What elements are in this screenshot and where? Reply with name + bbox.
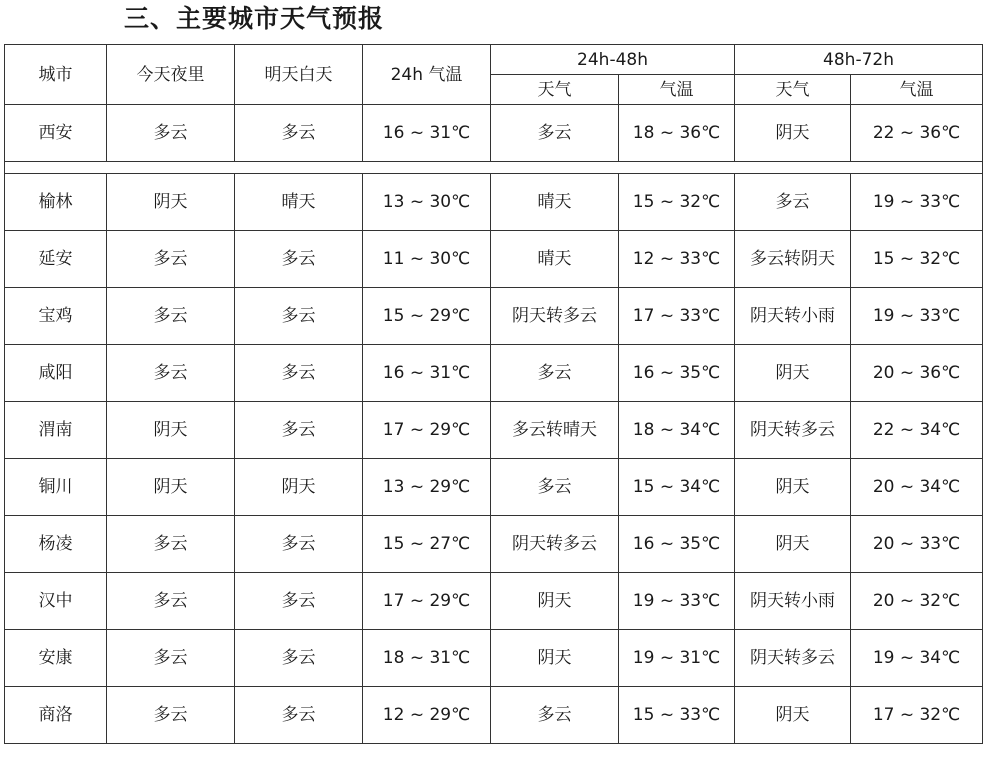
cell-weather-72: 阴天转小雨 (735, 288, 851, 345)
cell-temp-72: 19 ~ 34℃ (851, 630, 983, 687)
cell-tomorrow-day: 多云 (235, 687, 363, 744)
header-temp-48: 气温 (619, 75, 735, 105)
cell-temp-48: 15 ~ 33℃ (619, 687, 735, 744)
cell-weather-48: 晴天 (491, 231, 619, 288)
cell-weather-72: 阴天 (735, 345, 851, 402)
table-row (5, 687, 983, 744)
cell-temp-24h: 17 ~ 29℃ (363, 402, 491, 459)
cell-temp-72: 17 ~ 32℃ (851, 687, 983, 744)
cell-weather-72: 阴天 (735, 687, 851, 744)
cell-temp-48: 16 ~ 35℃ (619, 345, 735, 402)
cell-city: 安康 (5, 630, 107, 687)
cell-tonight: 多云 (107, 630, 235, 687)
cell-weather-72: 阴天 (735, 459, 851, 516)
cell-tomorrow-day: 晴天 (235, 174, 363, 231)
cell-tomorrow-day: 多云 (235, 105, 363, 162)
cell-temp-72: 20 ~ 36℃ (851, 345, 983, 402)
cell-weather-48: 阴天转多云 (491, 516, 619, 573)
cell-tomorrow-day: 阴天 (235, 459, 363, 516)
cell-tonight: 多云 (107, 288, 235, 345)
header-tomorrow-day: 明天白天 (235, 45, 363, 105)
cell-temp-48: 15 ~ 34℃ (619, 459, 735, 516)
cell-temp-24h: 13 ~ 30℃ (363, 174, 491, 231)
cell-temp-48: 15 ~ 32℃ (619, 174, 735, 231)
header-temp-72: 气温 (851, 75, 983, 105)
cell-temp-72: 22 ~ 34℃ (851, 402, 983, 459)
cell-weather-48: 阴天转多云 (491, 288, 619, 345)
header-weather-48: 天气 (491, 75, 619, 105)
cell-weather-72: 多云 (735, 174, 851, 231)
table-row (5, 573, 983, 630)
cell-city: 汉中 (5, 573, 107, 630)
cell-temp-48: 19 ~ 33℃ (619, 573, 735, 630)
cell-temp-24h: 15 ~ 29℃ (363, 288, 491, 345)
table-row (5, 402, 983, 459)
cell-temp-48: 17 ~ 33℃ (619, 288, 735, 345)
cell-tonight: 多云 (107, 231, 235, 288)
cell-tomorrow-day: 多云 (235, 288, 363, 345)
header-row-top (5, 45, 983, 75)
table-row (5, 231, 983, 288)
table-row (5, 345, 983, 402)
cell-temp-72: 19 ~ 33℃ (851, 288, 983, 345)
cell-temp-72: 20 ~ 34℃ (851, 459, 983, 516)
table-gap-cell (5, 162, 983, 174)
cell-tonight: 多云 (107, 573, 235, 630)
cell-weather-48: 多云 (491, 459, 619, 516)
cell-temp-72: 15 ~ 32℃ (851, 231, 983, 288)
cell-city: 延安 (5, 231, 107, 288)
cell-weather-48: 晴天 (491, 174, 619, 231)
cell-weather-72: 阴天 (735, 105, 851, 162)
cell-temp-48: 18 ~ 34℃ (619, 402, 735, 459)
table-row (5, 516, 983, 573)
cell-tomorrow-day: 多云 (235, 573, 363, 630)
header-group-24-48: 24h-48h (491, 45, 735, 75)
cell-city: 咸阳 (5, 345, 107, 402)
cell-tonight: 多云 (107, 516, 235, 573)
cell-weather-72: 阴天转多云 (735, 630, 851, 687)
cell-temp-72: 20 ~ 33℃ (851, 516, 983, 573)
header-temp-24h: 24h 气温 (363, 45, 491, 105)
header-city: 城市 (5, 45, 107, 105)
cell-city: 榆林 (5, 174, 107, 231)
cell-temp-48: 18 ~ 36℃ (619, 105, 735, 162)
cell-weather-48: 多云 (491, 687, 619, 744)
cell-tonight: 多云 (107, 687, 235, 744)
cell-city: 宝鸡 (5, 288, 107, 345)
cell-temp-48: 12 ~ 33℃ (619, 231, 735, 288)
header-group-48-72: 48h-72h (735, 45, 983, 75)
cell-city: 商洛 (5, 687, 107, 744)
table-row (5, 630, 983, 687)
cell-weather-48: 阴天 (491, 630, 619, 687)
cell-city: 渭南 (5, 402, 107, 459)
cell-tomorrow-day: 多云 (235, 231, 363, 288)
table-row (5, 174, 983, 231)
cell-temp-24h: 16 ~ 31℃ (363, 105, 491, 162)
cell-temp-48: 19 ~ 31℃ (619, 630, 735, 687)
cell-tonight: 多云 (107, 105, 235, 162)
cell-weather-72: 阴天转小雨 (735, 573, 851, 630)
cell-temp-72: 19 ~ 33℃ (851, 174, 983, 231)
cell-weather-72: 阴天转多云 (735, 402, 851, 459)
cell-temp-24h: 18 ~ 31℃ (363, 630, 491, 687)
cell-temp-24h: 15 ~ 27℃ (363, 516, 491, 573)
cell-weather-72: 多云转阴天 (735, 231, 851, 288)
cell-weather-48: 多云 (491, 105, 619, 162)
cell-tonight: 多云 (107, 345, 235, 402)
cell-weather-48: 多云转晴天 (491, 402, 619, 459)
cell-temp-24h: 17 ~ 29℃ (363, 573, 491, 630)
cell-temp-24h: 11 ~ 30℃ (363, 231, 491, 288)
page-title: 三、主要城市天气预报 (124, 4, 385, 33)
cell-tomorrow-day: 多云 (235, 516, 363, 573)
cell-temp-24h: 16 ~ 31℃ (363, 345, 491, 402)
cell-tomorrow-day: 多云 (235, 630, 363, 687)
table-row (5, 288, 983, 345)
header-tonight: 今天夜里 (107, 45, 235, 105)
table-row (5, 459, 983, 516)
cell-weather-48: 阴天 (491, 573, 619, 630)
table-gap (5, 162, 983, 174)
cell-temp-24h: 13 ~ 29℃ (363, 459, 491, 516)
cell-weather-72: 阴天 (735, 516, 851, 573)
table-row (5, 105, 983, 162)
cell-temp-72: 20 ~ 32℃ (851, 573, 983, 630)
forecast-table (4, 44, 983, 744)
cell-temp-72: 22 ~ 36℃ (851, 105, 983, 162)
cell-tonight: 阴天 (107, 459, 235, 516)
header-weather-72: 天气 (735, 75, 851, 105)
cell-city: 铜川 (5, 459, 107, 516)
cell-tomorrow-day: 多云 (235, 402, 363, 459)
cell-temp-48: 16 ~ 35℃ (619, 516, 735, 573)
cell-city: 西安 (5, 105, 107, 162)
cell-tomorrow-day: 多云 (235, 345, 363, 402)
cell-city: 杨凌 (5, 516, 107, 573)
cell-temp-24h: 12 ~ 29℃ (363, 687, 491, 744)
cell-tonight: 阴天 (107, 174, 235, 231)
cell-tonight: 阴天 (107, 402, 235, 459)
cell-weather-48: 多云 (491, 345, 619, 402)
